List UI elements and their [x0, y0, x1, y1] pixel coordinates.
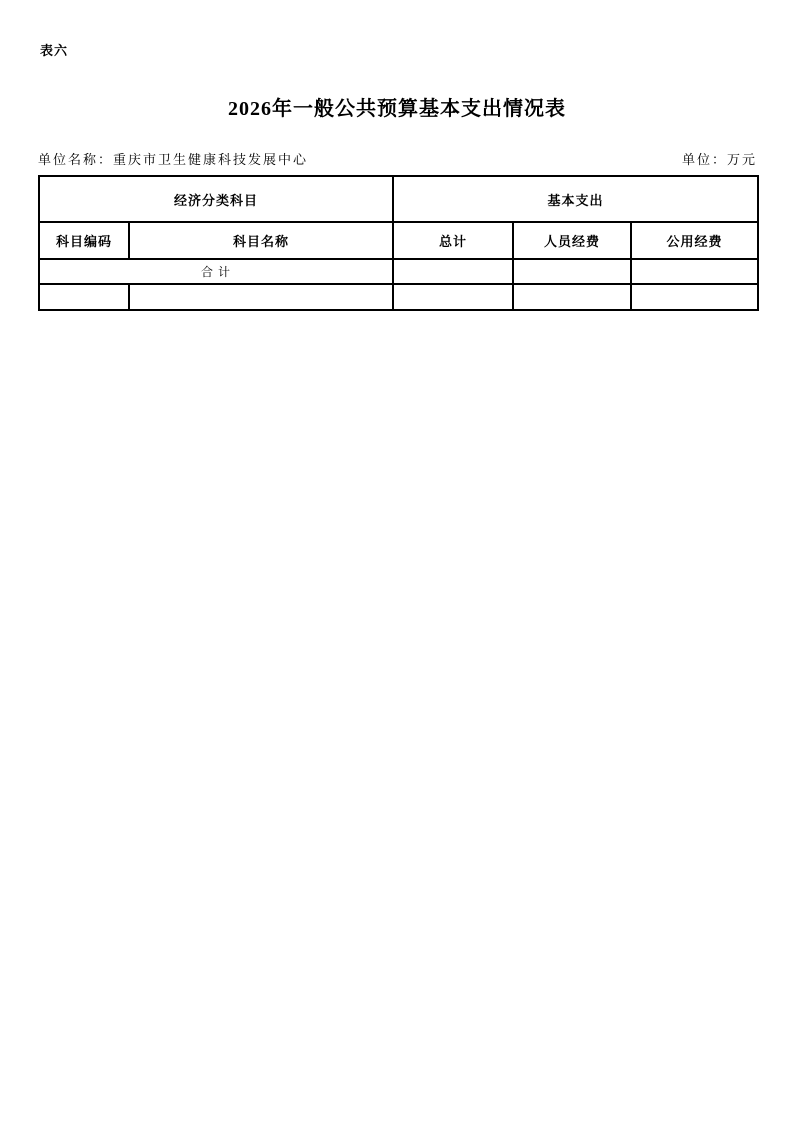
unit-info-row [38, 149, 757, 168]
header-basic-expenditure: 基本支出 [393, 176, 758, 222]
unit-name [38, 149, 308, 168]
unit-name-value: 重庆市卫生健康科技发展中心 [113, 152, 309, 167]
currency-unit [682, 149, 757, 168]
total-row-label: 合 计 [39, 259, 393, 284]
total-row-total-value [393, 259, 513, 284]
col-header-subject-name: 科目名称 [129, 222, 393, 259]
empty-row-name-cell [129, 284, 393, 310]
col-header-total: 总计 [393, 222, 513, 259]
header-group-row [39, 176, 758, 222]
header-economic-category: 经济分类科目 [39, 176, 393, 222]
currency-unit-label: 单位： [681, 152, 727, 167]
currency-unit-value: 万元 [726, 152, 757, 167]
column-header-row [39, 222, 758, 259]
total-row-personnel-value [513, 259, 631, 284]
empty-row-total-cell [393, 284, 513, 310]
budget-table [38, 175, 759, 311]
sheet-number-label: 表六 [40, 43, 69, 58]
empty-row-personnel-cell [513, 284, 631, 310]
page-title: 2026年一般公共预算基本支出情况表 [228, 98, 566, 120]
col-header-public-funds: 公用经费 [631, 222, 758, 259]
empty-row-code-cell [39, 284, 129, 310]
col-header-subject-code: 科目编码 [39, 222, 129, 259]
table-row-total [39, 259, 758, 284]
unit-name-label: 单位名称： [38, 152, 114, 167]
empty-row-public-cell [631, 284, 758, 310]
table-row-empty [39, 284, 758, 310]
col-header-personnel-funds: 人员经费 [513, 222, 631, 259]
total-row-public-value [631, 259, 758, 284]
